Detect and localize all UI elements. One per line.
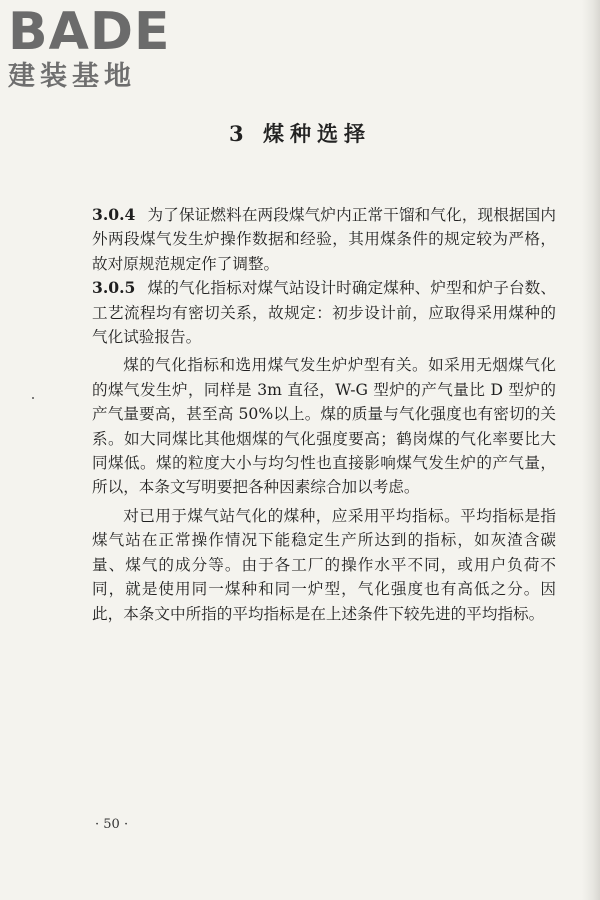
chapter-title bbox=[0, 120, 600, 148]
clause-number: 3.0.4 bbox=[92, 205, 136, 224]
body-text bbox=[92, 203, 556, 626]
clause-number: 3.0.5 bbox=[92, 278, 136, 298]
page-number: · 50 · bbox=[95, 817, 129, 832]
clause-3-0-5 bbox=[92, 276, 556, 349]
logo-subtitle: 建装基地 bbox=[8, 61, 136, 92]
logo-wordmark: BADE bbox=[8, 2, 171, 62]
paragraph: 对已用于煤气站气化的煤种，应采用平均指标。平均指标是指煤气站在正常操作情况下能稳定生产所达到的指标，如灰渣含碳量、煤气的成分等。由于各工厂的操作水平不同，或用户负荷不同，就是使用同一煤种和同一炉型，气化强度也有高低之分。因此，本条文中所指的平均指标是在上述条件下较先进的平均指标。 bbox=[92, 506, 556, 623]
clause-text: 煤的气化指标对煤气站设计时确定煤种、炉型和炉子台数、工艺流程均有密切关系，故规定：初步设计前，应取得采用煤种的气化试验报告。 bbox=[92, 279, 556, 347]
clause-3-0-4 bbox=[92, 203, 556, 276]
watermark-logo bbox=[8, 2, 178, 92]
chapter-number: 3 bbox=[229, 121, 250, 146]
paragraph: 煤的气化指标和选用煤气发生炉炉型有关。如采用无烟煤气化的煤气发生炉，同样是 3m 直径，W-G 型炉的产气量比 D 型炉的产气量要高，甚至高 50%以上。煤的质量与气化强度也有密切的关系。如大同煤比其他烟煤的气化强度要高；鹤岗煤的气化率要比大同煤低。煤的粒度大小与均匀性也直接影响煤气发生炉的产气量，所以，本条文写明要把各种因素综合加以考虑。 bbox=[92, 356, 556, 497]
chapter-title-text: 煤种选择 bbox=[262, 121, 371, 146]
clause-text: 为了保证燃料在两段煤气炉内正常干馏和气化，现根据国内外两段煤气发生炉操作数据和经验，其用煤条件的规定较为严格，故对原规范规定作了调整。 bbox=[92, 206, 556, 273]
scan-speck bbox=[32, 397, 34, 399]
